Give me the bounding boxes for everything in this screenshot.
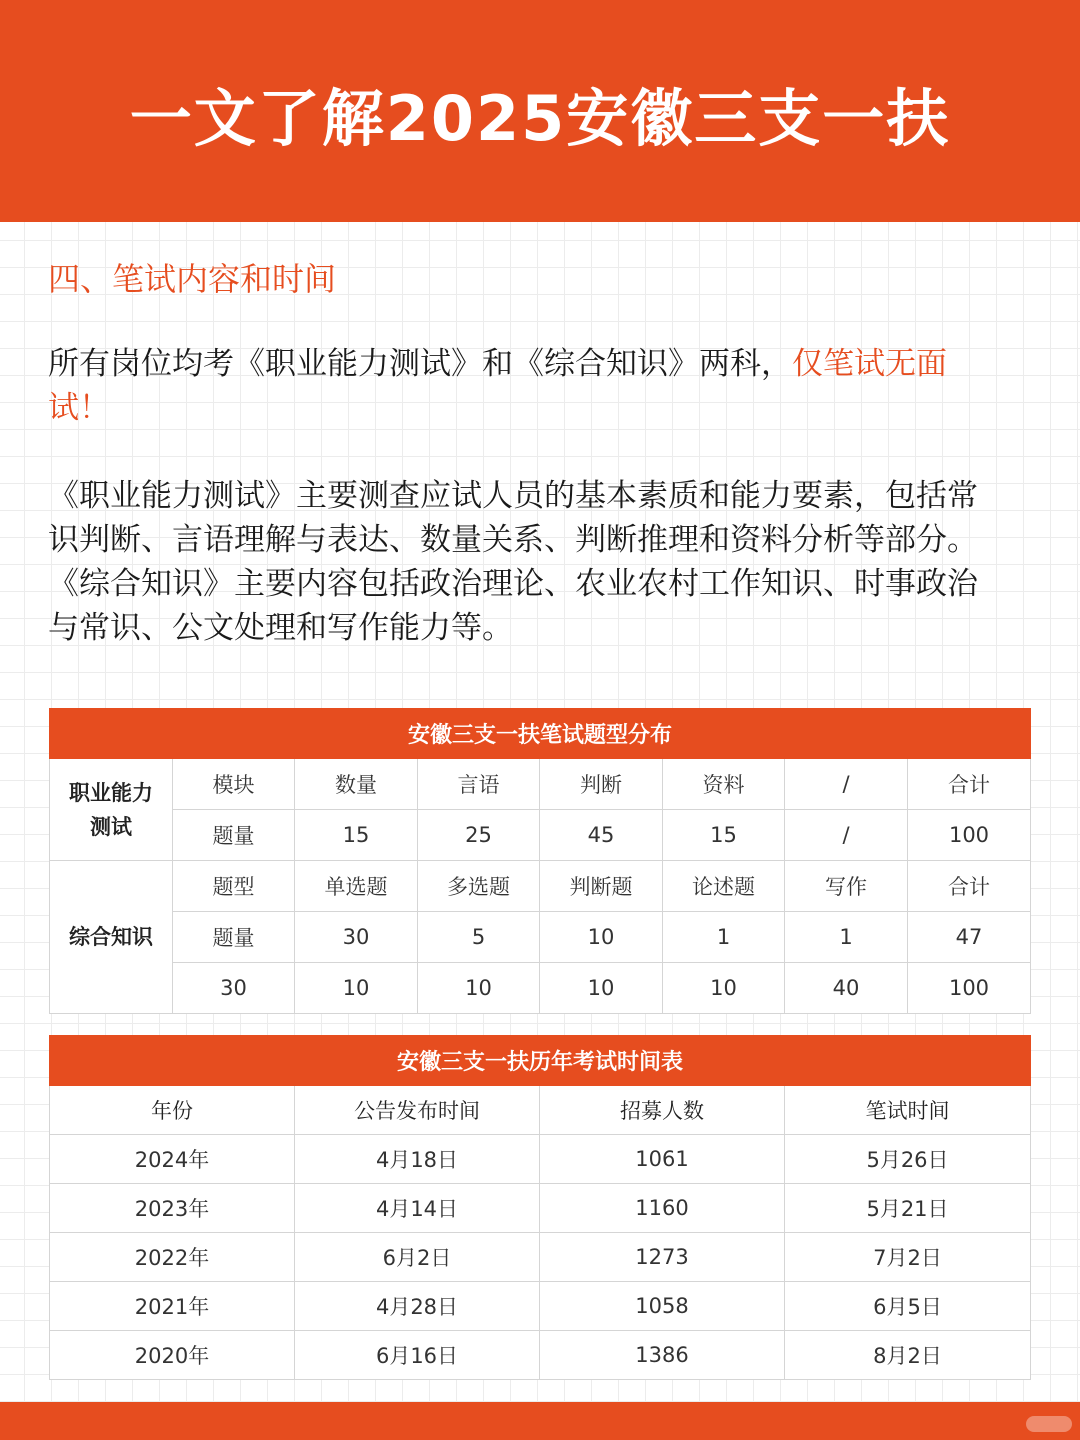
table-cell: 题量 (173, 912, 295, 963)
table-row (50, 1135, 1031, 1184)
table-cell: 15 (663, 810, 785, 861)
table-cell: 4月14日 (295, 1184, 540, 1233)
table-header-row (50, 1086, 1031, 1135)
no-interview-highlight: 仅笔试无面试！ (48, 346, 947, 426)
table-cell: 合计 (908, 861, 1031, 912)
table-cell: 10 (540, 912, 663, 963)
table-cell: / (785, 759, 908, 810)
table-cell: 资料 (663, 759, 785, 810)
table-cell: 4月28日 (295, 1282, 540, 1331)
table-cell: 合计 (908, 759, 1031, 810)
general-knowledge-group-label: 综合知识 (50, 861, 173, 1014)
table-cell: 言语 (418, 759, 540, 810)
table-cell: 1 (785, 912, 908, 963)
table-cell: 7月2日 (785, 1233, 1031, 1282)
ability-test-description: 《职业能力测试》主要测查应试人员的基本素质和能力要素，包括常识判断、言语理解与表达、数量关系、判断推理和资料分析等部分。 (48, 478, 978, 558)
watermark-badge (1026, 1416, 1072, 1432)
table-caption-row (50, 709, 1031, 759)
table-cell: 5 (418, 912, 540, 963)
table-row (50, 1184, 1031, 1233)
table-caption: 安徽三支一扶历年考试时间表 (50, 1036, 1031, 1086)
table-row (50, 1233, 1031, 1282)
table-cell: 2021年 (50, 1282, 295, 1331)
table-cell: 1386 (540, 1331, 785, 1380)
table-cell: 6月5日 (785, 1282, 1031, 1331)
table-cell: 40 (785, 963, 908, 1014)
question-type-table (49, 708, 1031, 1014)
footer-bar (0, 1402, 1080, 1440)
table-cell: 写作 (785, 861, 908, 912)
table-cell: 47 (908, 912, 1031, 963)
exam-schedule-table (49, 1035, 1031, 1380)
section-title: 四、笔试内容和时间 (48, 260, 337, 298)
table-cell: 100 (908, 963, 1031, 1014)
table-caption: 安徽三支一扶笔试题型分布 (50, 709, 1031, 759)
exam-subjects-text: 所有岗位均考《职业能力测试》和《综合知识》两科， (48, 346, 792, 382)
table-row (50, 912, 1031, 963)
table-row (50, 810, 1031, 861)
table-cell: 1058 (540, 1282, 785, 1331)
table-row (50, 759, 1031, 810)
exam-subjects-paragraph (48, 342, 1008, 430)
table-cell: 10 (295, 963, 418, 1014)
table-cell: 10 (418, 963, 540, 1014)
table-cell: 2024年 (50, 1135, 295, 1184)
table-cell: 数量 (295, 759, 418, 810)
table-cell: 6月16日 (295, 1331, 540, 1380)
table-row (50, 861, 1031, 912)
table-cell: 判断题 (540, 861, 663, 912)
table-cell: 2020年 (50, 1331, 295, 1380)
table-cell: 1160 (540, 1184, 785, 1233)
table-cell: 6月2日 (295, 1233, 540, 1282)
table-cell: 4月18日 (295, 1135, 540, 1184)
column-header-recruit-count: 招募人数 (540, 1086, 785, 1135)
ability-test-group-label: 职业能力测试 (50, 759, 173, 861)
table-caption-row (50, 1036, 1031, 1086)
table-cell: 多选题 (418, 861, 540, 912)
table-cell: 5月21日 (785, 1184, 1031, 1233)
table-cell: 15 (295, 810, 418, 861)
table-cell: 1273 (540, 1233, 785, 1282)
table-cell: 题型 (173, 861, 295, 912)
table-cell: 25 (418, 810, 540, 861)
header-banner (0, 0, 1080, 222)
table-row (50, 963, 1031, 1014)
column-header-announcement-date: 公告发布时间 (295, 1086, 540, 1135)
table-cell: 5月26日 (785, 1135, 1031, 1184)
table-row (50, 1331, 1031, 1380)
table-cell: 模块 (173, 759, 295, 810)
table-cell: 8月2日 (785, 1331, 1031, 1380)
table-cell: 10 (663, 963, 785, 1014)
exam-content-paragraph (48, 474, 1008, 650)
table-cell: 30 (173, 963, 295, 1014)
table-cell: 1 (663, 912, 785, 963)
table-cell: 1061 (540, 1135, 785, 1184)
table-cell: 100 (908, 810, 1031, 861)
column-header-year: 年份 (50, 1086, 295, 1135)
table-cell: / (785, 810, 908, 861)
table-cell: 2023年 (50, 1184, 295, 1233)
table-cell: 判断 (540, 759, 663, 810)
table-cell: 题量 (173, 810, 295, 861)
table-cell: 论述题 (663, 861, 785, 912)
table-row (50, 1282, 1031, 1331)
table-cell: 30 (295, 912, 418, 963)
table-cell: 单选题 (295, 861, 418, 912)
table-cell: 2022年 (50, 1233, 295, 1282)
general-knowledge-description: 《综合知识》主要内容包括政治理论、农业农村工作知识、时事政治与常识、公文处理和写作能力等。 (48, 566, 978, 646)
column-header-exam-date: 笔试时间 (785, 1086, 1031, 1135)
table-cell: 10 (540, 963, 663, 1014)
page-title: 一文了解2025安徽三支一扶 (129, 81, 951, 155)
table-cell: 45 (540, 810, 663, 861)
